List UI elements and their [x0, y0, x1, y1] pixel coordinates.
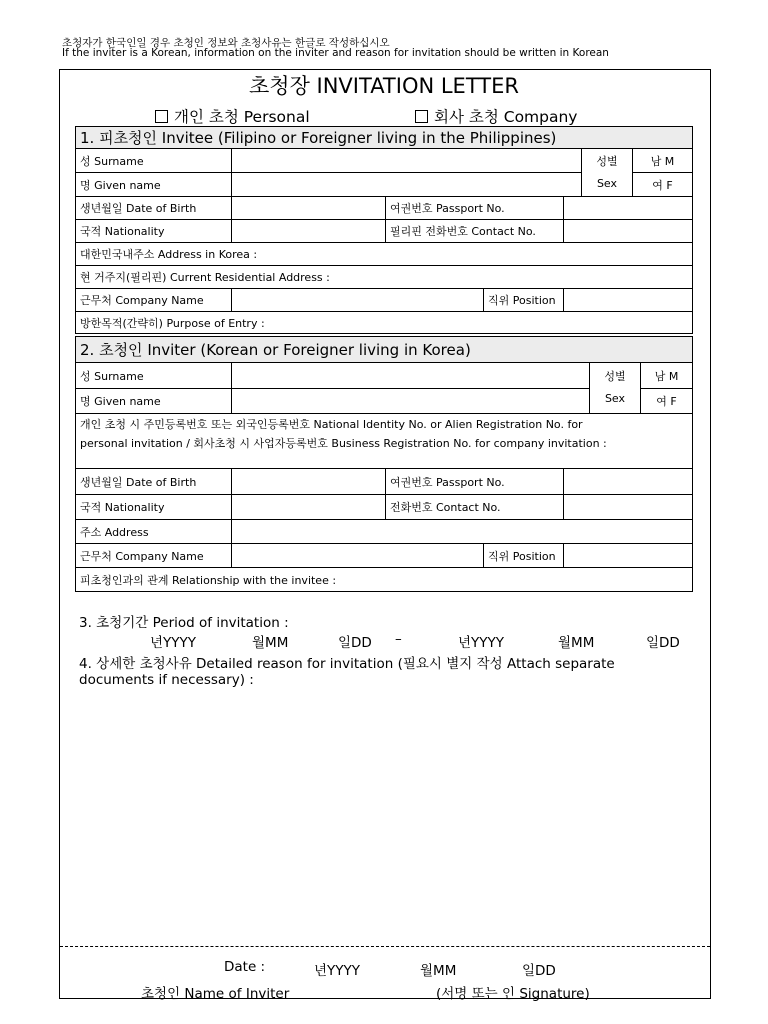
inviter-id-label-line1: 개인 초청 시 주민등록번호 또는 외국인등록번호 National Identity No. or Alien Registration No. for: [80, 418, 583, 431]
period-start-year[interactable]: 년YYYY: [150, 635, 197, 651]
inviter-passport-label: 여권번호 Passport No.: [386, 469, 564, 495]
inviter-address-label: 주소 Address: [76, 520, 232, 544]
invitee-current-address[interactable]: 현 거주지(필리핀) Current Residential Address :: [76, 266, 693, 289]
inviter-sex-label-en: Sex: [604, 392, 626, 405]
invitee-sex-label: [582, 149, 633, 197]
inviter-position-field[interactable]: [564, 544, 693, 568]
page-title: 초청장 INVITATION LETTER: [249, 74, 519, 98]
inviter-nationality-field[interactable]: [232, 495, 386, 520]
period-end-month[interactable]: 월MM: [558, 635, 595, 651]
invitee-position-field[interactable]: [564, 289, 693, 312]
invitee-nationality-field[interactable]: [232, 220, 386, 243]
invitee-male-option[interactable]: 남 M: [633, 149, 693, 173]
invitee-passport-label: 여권번호 Passport No.: [386, 197, 564, 220]
company-option[interactable]: [415, 105, 578, 127]
date-day[interactable]: 일DD: [522, 963, 556, 979]
reason-label-line2: documents if necessary) :: [79, 672, 254, 688]
reason-label-line1: 4. 상세한 초청사유 Detailed reason for invitation (필요시 별지 작성 Attach separate: [79, 656, 615, 672]
reason-text-area[interactable]: [75, 694, 695, 939]
invitee-nationality-label: 국적 Nationality: [76, 220, 232, 243]
period-end-year[interactable]: 년YYYY: [458, 635, 505, 651]
invitee-sex-label-ko: 성별: [596, 154, 618, 168]
inviter-dob-label: 생년월일 Date of Birth: [76, 469, 232, 495]
invitee-given-name-label: 명 Given name: [76, 173, 232, 197]
inviter-nationality-label: 국적 Nationality: [76, 495, 232, 520]
invitee-dob-field[interactable]: [232, 197, 386, 220]
invitee-passport-field[interactable]: [564, 197, 693, 220]
invitee-contact-field[interactable]: [564, 220, 693, 243]
inviter-id-number[interactable]: [76, 414, 693, 469]
period-end-day[interactable]: 일DD: [646, 635, 680, 651]
period-start-month[interactable]: 월MM: [252, 635, 289, 651]
period-dash: –: [395, 631, 402, 647]
period-label: 3. 초청기간 Period of invitation :: [79, 615, 289, 631]
inviter-given-name-field[interactable]: [232, 389, 590, 414]
inviter-position-label: 직위 Position: [484, 544, 564, 568]
inviter-address-field[interactable]: [232, 520, 693, 544]
invitee-dob-label: 생년월일 Date of Birth: [76, 197, 232, 220]
invitee-company-field[interactable]: [232, 289, 484, 312]
inviter-contact-label: 전화번호 Contact No.: [386, 495, 564, 520]
invitee-position-label: 직위 Position: [484, 289, 564, 312]
inviter-company-label: 근무처 Company Name: [76, 544, 232, 568]
inviter-surname-field[interactable]: [232, 363, 590, 389]
inviter-id-label-line2: personal invitation / 회사초청 시 사업자등록번호 Business Registration No. for company invitation :: [80, 437, 607, 450]
personal-option[interactable]: [155, 105, 310, 127]
personal-checkbox[interactable]: [155, 110, 168, 123]
inviter-table: [75, 336, 693, 592]
inviter-name-label: 초청인 Name of Inviter: [141, 986, 290, 1002]
date-month[interactable]: 월MM: [420, 963, 457, 979]
invitee-purpose[interactable]: 방한목적(간략히) Purpose of Entry :: [76, 312, 693, 334]
invitee-sex-label-en: Sex: [596, 176, 618, 190]
inviter-name-field[interactable]: [312, 980, 422, 998]
section2-heading: 2. 초청인 Inviter (Korean or Foreigner living in Korea): [76, 337, 693, 363]
period-start-day[interactable]: 일DD: [338, 635, 372, 651]
inviter-passport-field[interactable]: [564, 469, 693, 495]
signature-label: (서명 또는 인 Signature): [436, 986, 590, 1002]
invitee-company-label: 근무처 Company Name: [76, 289, 232, 312]
personal-option-label: 개인 초청 Personal: [174, 108, 310, 126]
inviter-given-name-label: 명 Given name: [76, 389, 232, 414]
invitee-table: [75, 126, 693, 334]
inviter-sex-label: [590, 363, 641, 414]
inviter-contact-field[interactable]: [564, 495, 693, 520]
inviter-relationship[interactable]: 피초청인과의 관계 Relationship with the invitee :: [76, 568, 693, 592]
date-year[interactable]: 년YYYY: [314, 963, 361, 979]
company-checkbox[interactable]: [415, 110, 428, 123]
header-note-english: If the inviter is a Korean, information on the inviter and reason for invitation should be written in Korean: [62, 47, 609, 59]
inviter-male-option[interactable]: 남 M: [641, 363, 693, 389]
inviter-surname-label: 성 Surname: [76, 363, 232, 389]
invitee-surname-label: 성 Surname: [76, 149, 232, 173]
invitee-female-option[interactable]: 여 F: [633, 173, 693, 197]
invitee-address-korea[interactable]: 대한민국내주소 Address in Korea :: [76, 243, 693, 266]
inviter-company-field[interactable]: [232, 544, 484, 568]
inviter-female-option[interactable]: 여 F: [641, 389, 693, 414]
date-label: Date :: [224, 959, 266, 975]
inviter-dob-field[interactable]: [232, 469, 386, 495]
invitee-contact-label: 필리핀 전화번호 Contact No.: [386, 220, 564, 243]
invitee-surname-field[interactable]: [232, 149, 582, 173]
invitee-given-name-field[interactable]: [232, 173, 582, 197]
header-note-korean: 초청자가 한국인일 경우 초청인 정보와 초청사유는 한글로 작성하십시오: [62, 37, 390, 49]
inviter-sex-label-ko: 성별: [604, 370, 626, 383]
footer-divider: [60, 946, 710, 947]
section1-heading: 1. 피초청인 Invitee (Filipino or Foreigner living in the Philippines): [76, 127, 693, 149]
company-option-label: 회사 초청 Company: [434, 108, 578, 126]
